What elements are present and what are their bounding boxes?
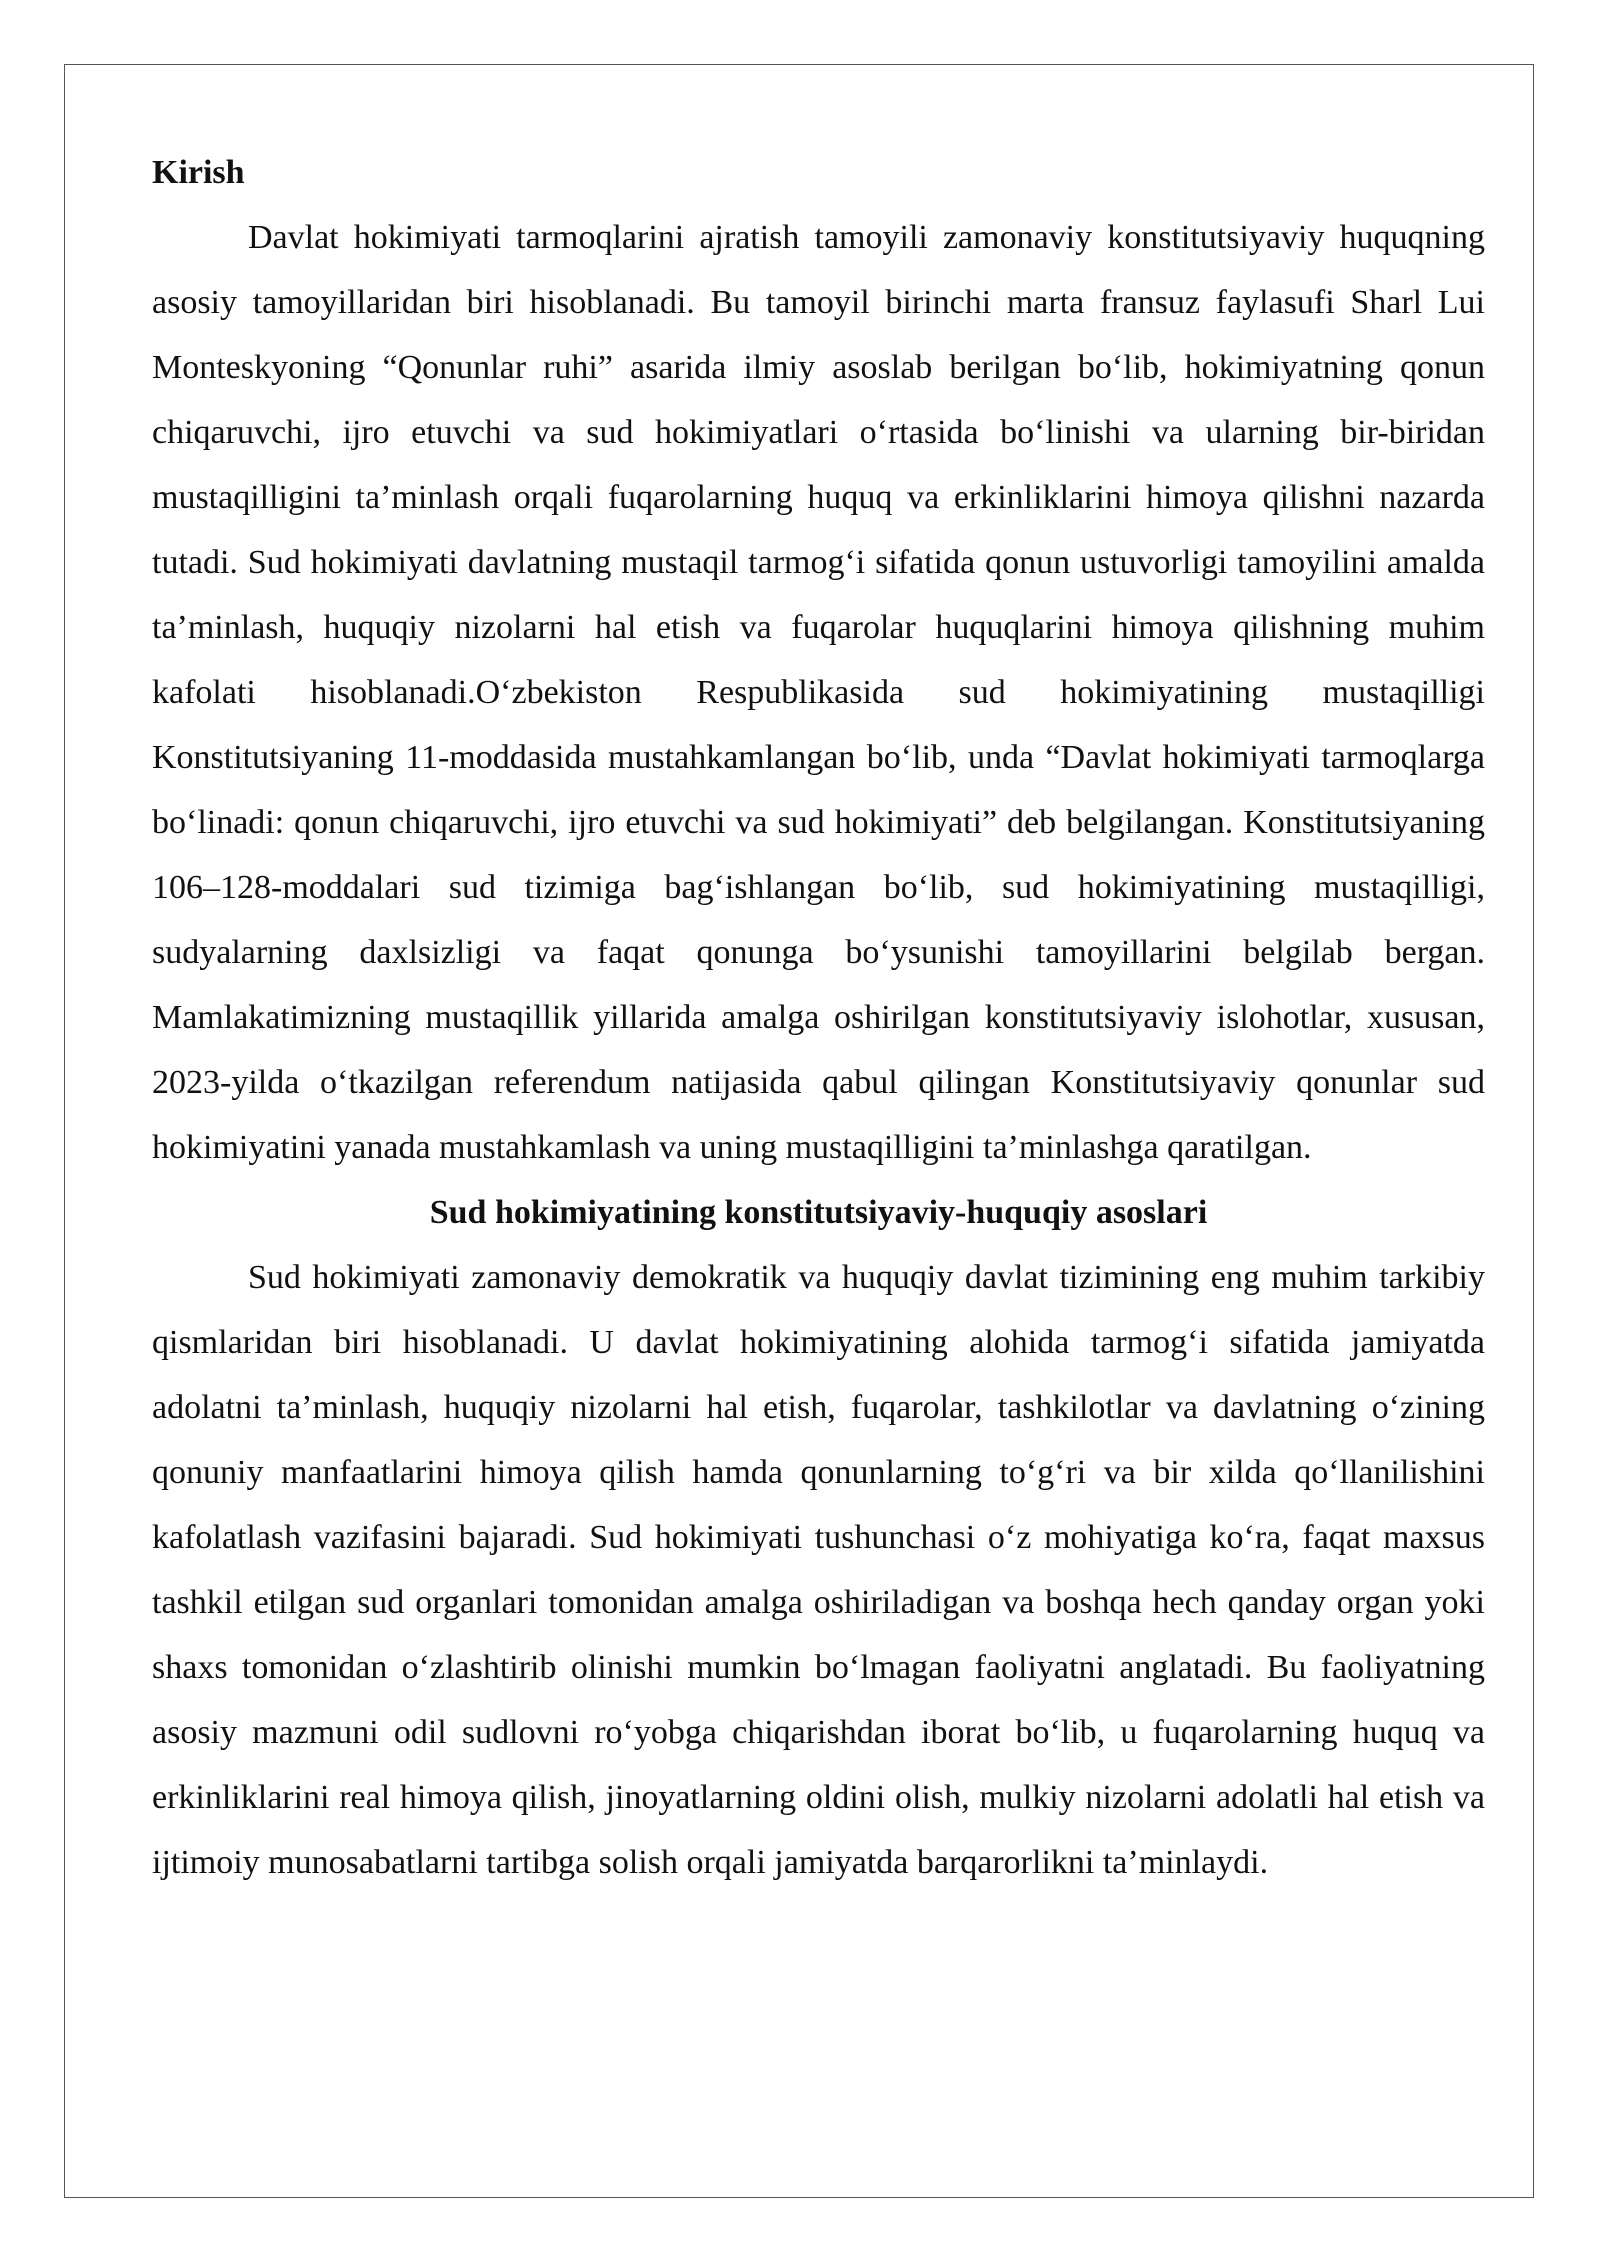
document-body: [152, 140, 1485, 1895]
section-heading: Sud hokimiyatining konstitutsiyaviy-huquqiy asoslari: [429, 1194, 1208, 1231]
section-paragraph: Sud hokimiyati zamonaviy demokratik va huquqiy davlat tizimining eng muhim tarkibiy qismlaridan biri hisoblanadi. U davlat hokimiyatining alohida tarmog‘i sifatida jamiyatda adolatni ta’minlash, huquqiy nizolarni hal etish, fuqarolar, tashkilotlar va davlatning o‘zining qonuniy manfaatlarini himoya qilish hamda qonunlarning to‘g‘ri va bir xilda qo‘llanilishini kafolatlash vazifasini bajaradi. Sud hokimiyati tushunchasi o‘z mohiyatiga ko‘ra, faqat maxsus tashkil etilgan sud organlari tomonidan amalga oshiriladigan va boshqa hech qanday organ yoki shaxs tomonidan o‘zlashtirib olinishi mumkin bo‘lmagan faoliyatni anglatadi. Bu faoliyatning asosiy mazmuni odil sudlovni ro‘yobga chiqarishdan iborat bo‘lib, u fuqarolarning huquq va erkinliklarini real himoya qilish, jinoyatlarning oldini olish, mulkiy nizolarni adolatli hal etish va ijtimoiy munosabatlarni tartibga solish orqali jamiyatda barqarorlikni ta’minlaydi.: [152, 1259, 1485, 1881]
intro-heading: Kirish: [152, 154, 245, 191]
intro-paragraph: Davlat hokimiyati tarmoqlarini ajratish tamoyili zamonaviy konstitutsiyaviy huquqning asosiy tamoyillaridan biri hisoblanadi. Bu tamoyil birinchi marta fransuz faylasufi Sharl Lui Monteskyoning “Qonunlar ruhi” asarida ilmiy asoslab berilgan bo‘lib, hokimiyatning qonun chiqaruvchi, ijro etuvchi va sud hokimiyatlari o‘rtasida bo‘linishi va ularning bir-biridan mustaqilligini ta’minlash orqali fuqarolarning huquq va erkinliklarini himoya qilishni nazarda tutadi. Sud hokimiyati davlatning mustaqil tarmog‘i sifatida qonun ustuvorligi tamoyilini amalda ta’minlash, huquqiy nizolarni hal etish va fuqarolar huquqlarini himoya qilishning muhim kafolati hisoblanadi.O‘zbekiston Respublikasida sud hokimiyatining mustaqilligi Konstitutsiyaning 11-moddasida mustahkamlangan bo‘lib, unda “Davlat hokimiyati tarmoqlarga bo‘linadi: qonun chiqaruvchi, ijro etuvchi va sud hokimiyati” deb belgilangan. Konstitutsiyaning 106–128-moddalari sud tizimiga bag‘ishlangan bo‘lib, sud hokimiyatining mustaqilligi, sudyalarning daxlsizligi va faqat qonunga bo‘ysunishi tamoyillarini belgilab bergan. Mamlakatimizning mustaqillik yillarida amalga oshirilgan konstitutsiyaviy islohotlar, xususan, 2023-yilda o‘tkazilgan referendum natijasida qabul qilingan Konstitutsiyaviy qonunlar sud hokimiyatini yanada mustahkamlash va uning mustaqilligini ta’minlashga qaratilgan.: [152, 219, 1485, 1166]
